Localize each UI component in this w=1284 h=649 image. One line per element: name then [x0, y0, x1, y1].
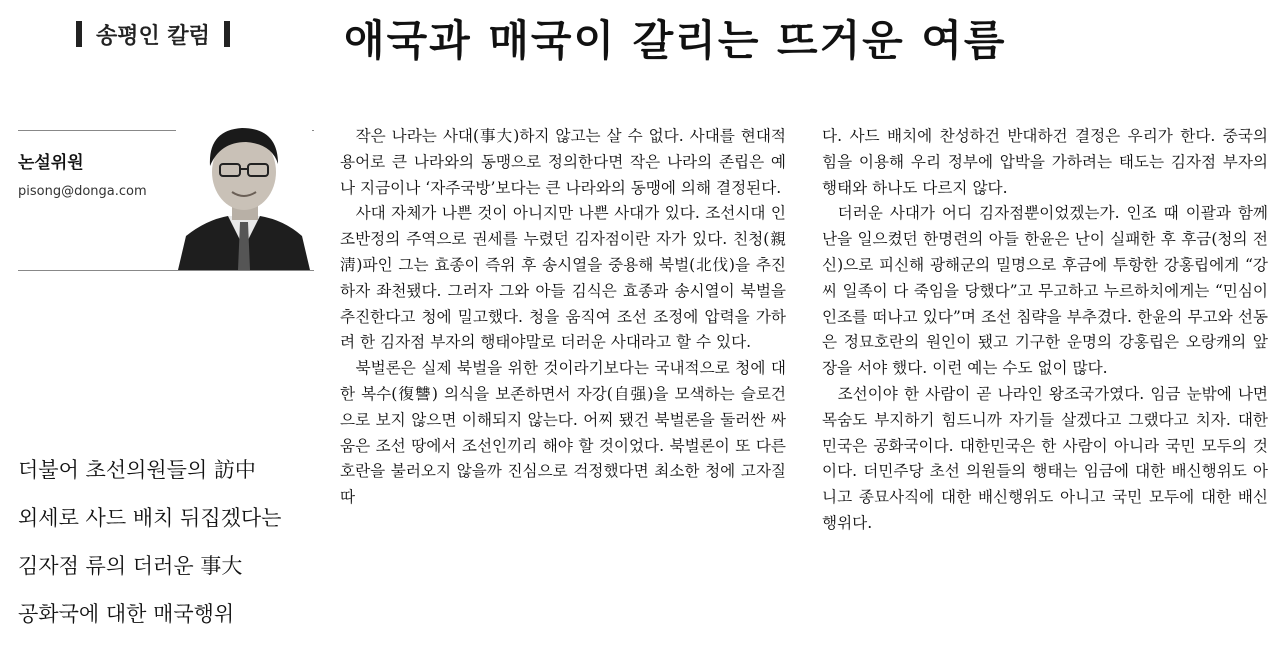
- summary-line: 공화국에 대한 매국행위: [18, 602, 235, 626]
- author-title: 논설위원: [18, 153, 84, 173]
- right-bar-mark: [224, 21, 230, 47]
- header: [0, 0, 1284, 90]
- article-column-2: [822, 124, 1268, 537]
- paragraph: 북벌론은 실제 북벌을 위한 것이라기보다는 국내적으로 청에 대한 복수(復讐) 의식을 보존하면서 자강(自强)을 모색하는 슬로건으로 보지 않으면 이해되지 않는다. 어찌 됐건 북벌론을 둘러싼 싸움은 조선 땅에서 조선인끼리 해야 할 것이었다. 북벌론이 또 다른 호란을 불러오지 않을까 진심으로 걱정했다면 최소한 청에 고자질 따: [340, 359, 786, 507]
- column-label-text: 송평인 칼럼: [96, 23, 210, 49]
- author-portrait-image: [176, 108, 312, 270]
- paragraph: 더러운 사대가 어디 김자점뿐이었겠는가. 인조 때 이괄과 함께 난을 일으켰던 한명련의 아들 한윤은 난이 실패한 후 후금(청의 전신)으로 피신해 광해군의 밀명으로 후금에 투항한 강홍립에게 “강씨 일족이 다 죽임을 당했다”고 무고하고 누르하치에게는 “민심이 인조를 떠나고 있다”며 조선 침략을 부추겼다. 한윤의 무고와 선동은 정묘호란의 원인이 됐고 기구한 운명의 강홍립은 오랑캐의 앞장을 서야 했다. 이런 예는 수도 없이 많다.: [822, 204, 1268, 378]
- summary-box: [18, 446, 318, 638]
- paragraph: 사대 자체가 나쁜 것이 아니지만 나쁜 사대가 있다. 조선시대 인조반정의 주역으로 권세를 누렸던 김자점이란 자가 있다. 친청(親淸)파인 그는 효종이 즉위 후 송시열을 중용해 북벌(北伐)을 추진하자 좌천됐다. 그러자 그와 아들 김식은 효종과 송시열이 북벌을 추진한다고 청에 밀고했다. 청을 움직여 조선 조정에 압력을 가하려 한 김자점 부자의 행태야말로 더러운 사대라고 할 수 있다.: [340, 204, 786, 352]
- headline: 애국과 매국이 갈리는 뜨거운 여름: [344, 16, 1007, 65]
- paragraph: 조선이야 한 사람이 곧 나라인 왕조국가였다. 임금 눈밖에 나면 목숨도 부지하기 힘드니까 자기들 살겠다고 그랬다고 치자. 대한민국은 공화국이다. 대한민국은 한 사람이 아니라 국민 모두의 것이다. 더민주당 초선 의원들의 행태는 임금에 대한 배신행위도 아니고 종묘사직에 대한 배신행위도 아니고 국민 모두에 대한 배신행위다.: [822, 384, 1268, 532]
- author-email: pisong@donga.com: [18, 184, 147, 199]
- left-bar-mark: [76, 21, 82, 47]
- summary-line: 김자점 류의 더러운 事大: [18, 554, 243, 578]
- byline-bottom-rule: [18, 270, 314, 271]
- paragraph: 작은 나라는 사대(事大)하지 않고는 살 수 없다. 사대를 현대적 용어로 큰 나라와의 동맹으로 정의한다면 작은 나라의 존립은 예나 지금이나 ‘자주국방’보다는 큰 나라와의 동맹에 의해 결정된다.: [340, 127, 786, 197]
- summary-line: 외세로 사드 배치 뒤집겠다는: [18, 506, 282, 530]
- author-photo: [176, 108, 312, 270]
- summary-line: 더불어 초선의원들의 訪中: [18, 458, 256, 482]
- article-column-1: [340, 124, 786, 511]
- paragraph: 다. 사드 배치에 찬성하건 반대하건 결정은 우리가 한다. 중국의 힘을 이용해 우리 정부에 압박을 가하려는 태도는 김자점 부자의 행태와 하나도 다르지 않다.: [822, 127, 1268, 197]
- column-label: [62, 14, 244, 54]
